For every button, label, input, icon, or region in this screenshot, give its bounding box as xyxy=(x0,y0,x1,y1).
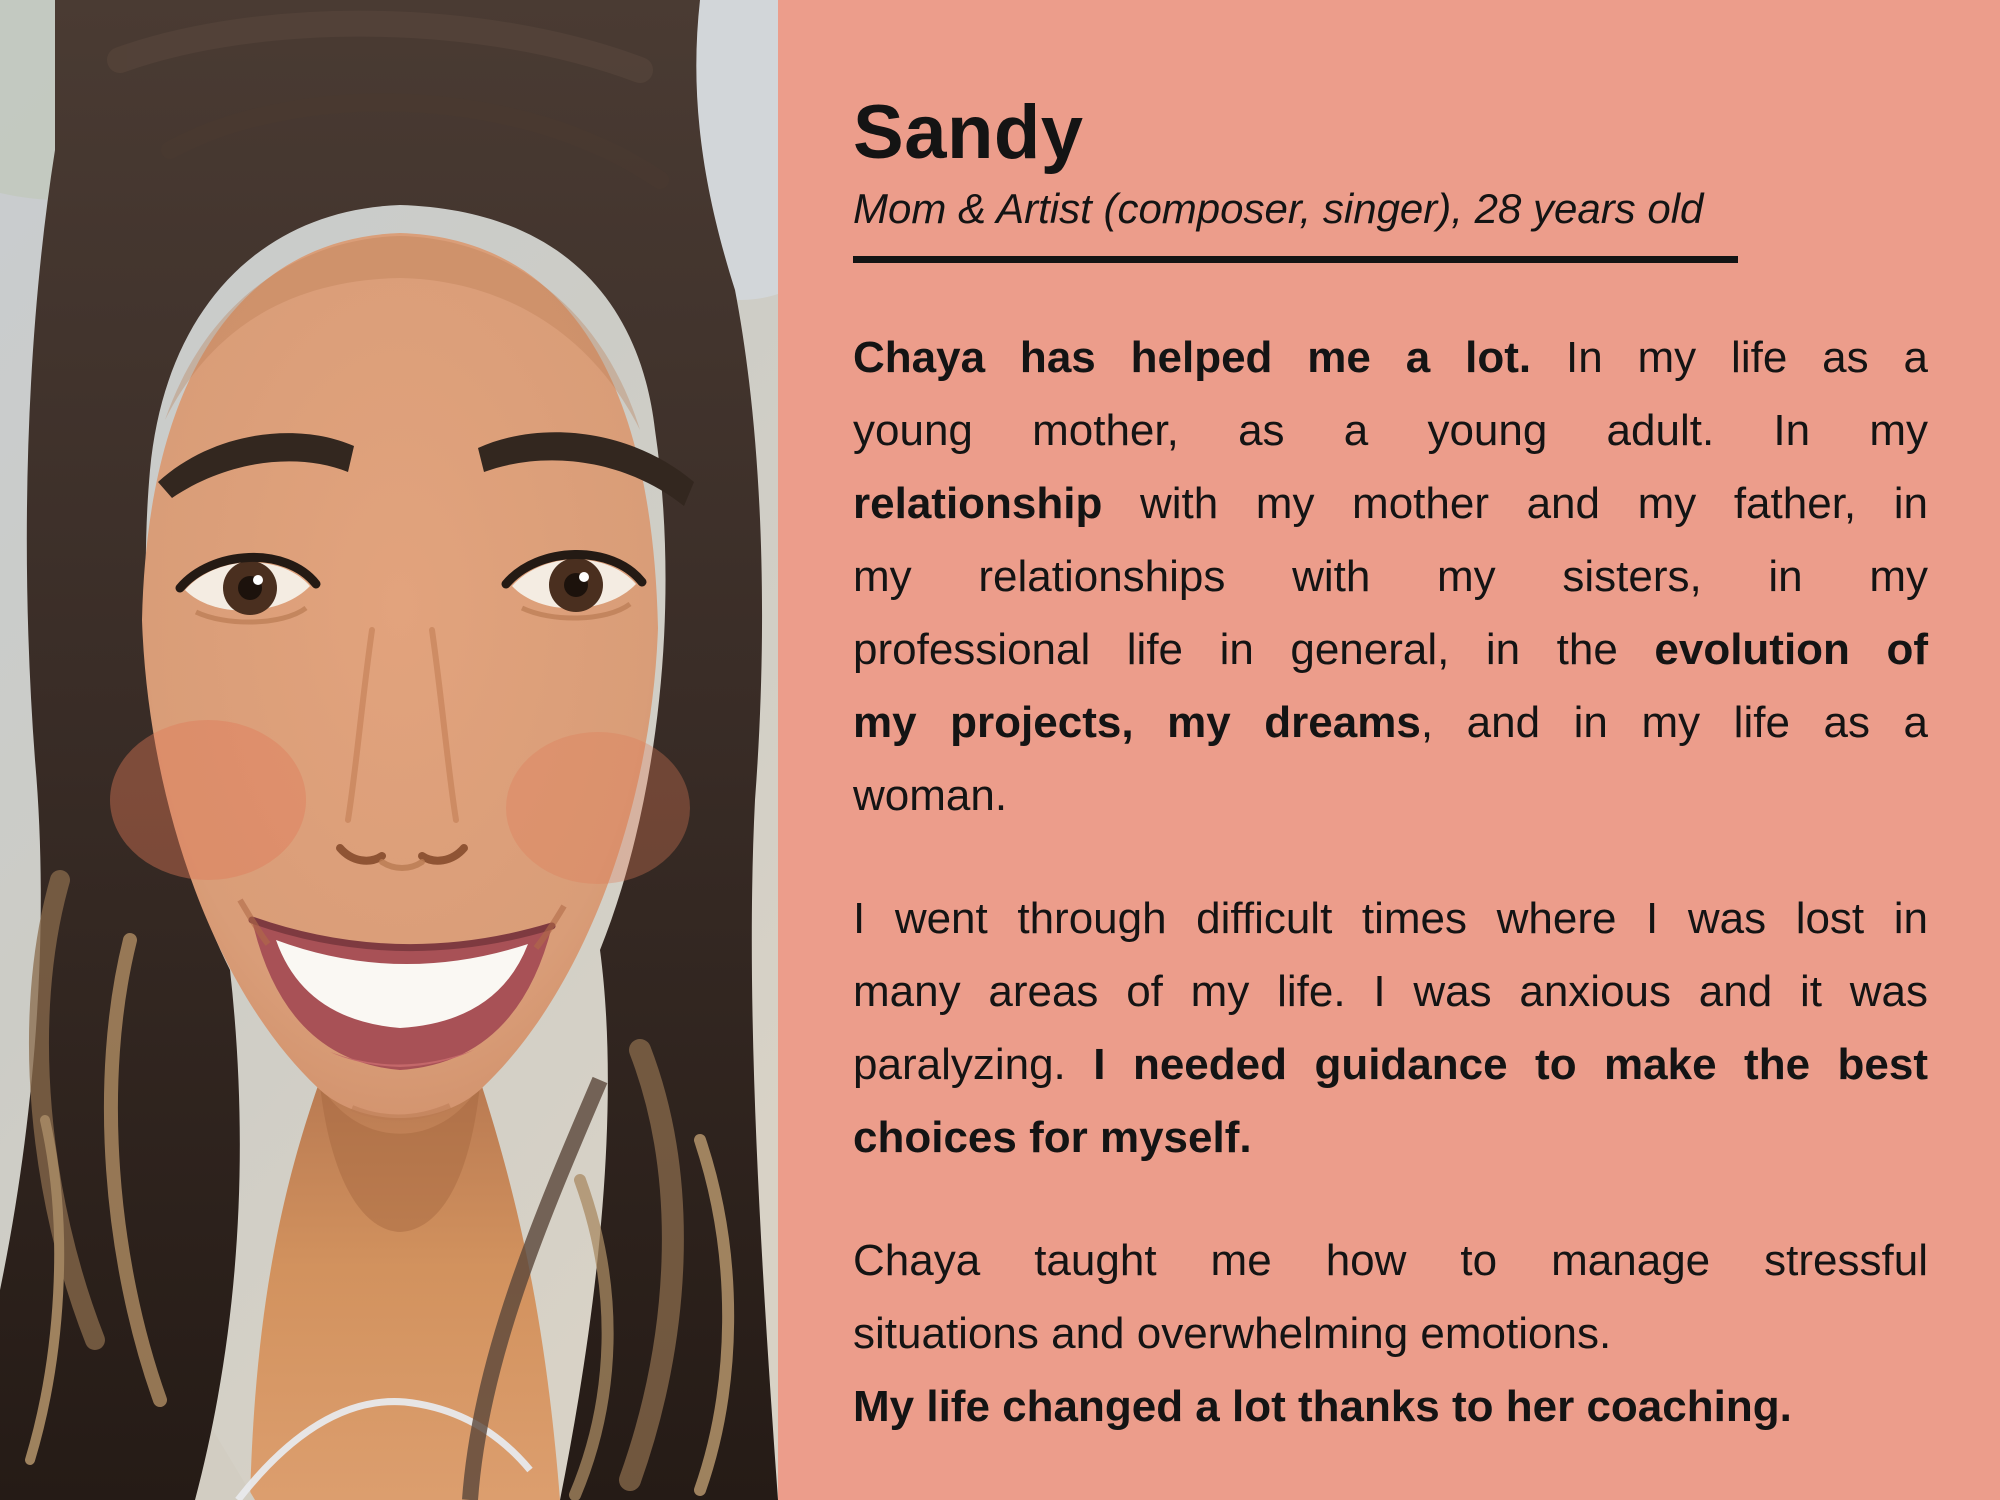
portrait-photo xyxy=(0,0,778,1500)
blush-left xyxy=(110,720,306,880)
emphasized-text: I needed guidance to make the best xyxy=(1093,1040,1928,1090)
testimonial-line xyxy=(853,1297,1928,1370)
emphasized-text: evolution of xyxy=(1654,625,1928,675)
testimonial-text xyxy=(853,321,1928,1443)
portrait-illustration xyxy=(0,0,778,1500)
body-text: professional life in general, in the xyxy=(853,625,1655,675)
body-text: many areas of my life. I was anxious and it was xyxy=(853,967,1928,1017)
testimonial-line xyxy=(853,955,1928,1028)
body-text: In my life as a xyxy=(1531,333,1928,383)
testimonial-paragraph xyxy=(853,882,1928,1174)
eye-right xyxy=(506,554,642,618)
testimonial-line xyxy=(853,1101,1928,1174)
body-text: paralyzing. xyxy=(853,1040,1094,1090)
testimonial-paragraph xyxy=(853,321,1928,832)
emphasized-text: Chaya has helped me a lot. xyxy=(853,333,1532,383)
body-text: young mother, as a young adult. In my xyxy=(853,406,1928,456)
testimonial-panel xyxy=(778,0,2000,1500)
testimonial-line xyxy=(853,882,1928,955)
body-text: with my mother and my father, in xyxy=(1102,479,1928,529)
body-text: woman. xyxy=(853,771,1008,821)
testimonial-paragraph xyxy=(853,1224,1928,1443)
divider-line xyxy=(853,256,1738,263)
testimonial-line xyxy=(853,540,1928,613)
body-text: Chaya taught me how to manage stressful xyxy=(853,1236,1928,1286)
emphasized-text: My life changed a lot thanks to her coaching. xyxy=(853,1382,1792,1432)
body-text: my relationships with my sisters, in my xyxy=(853,552,1928,602)
blush-right xyxy=(506,732,690,884)
emphasized-text: choices for myself. xyxy=(853,1113,1252,1163)
testimonial-line xyxy=(853,1028,1928,1101)
testimonial-line xyxy=(853,686,1928,759)
testimonial-line xyxy=(853,759,1928,832)
body-text: situations and overwhelming emotions. xyxy=(853,1309,1612,1359)
person-role: Mom & Artist (composer, singer), 28 years old xyxy=(853,185,1704,233)
emphasized-text: relationship xyxy=(853,479,1103,529)
emphasized-text: my projects, my dreams xyxy=(853,698,1421,748)
body-text: I went through difficult times where I was lost in xyxy=(853,894,1928,944)
testimonial-line xyxy=(853,613,1928,686)
person-name: Sandy xyxy=(853,90,1084,175)
eye-left xyxy=(180,557,316,622)
testimonial-line xyxy=(853,467,1928,540)
testimonial-line xyxy=(853,321,1928,394)
testimonial-line xyxy=(853,1370,1928,1443)
body-text: , and in my life as a xyxy=(1420,698,1928,748)
testimonial-line xyxy=(853,394,1928,467)
testimonial-line xyxy=(853,1224,1928,1297)
